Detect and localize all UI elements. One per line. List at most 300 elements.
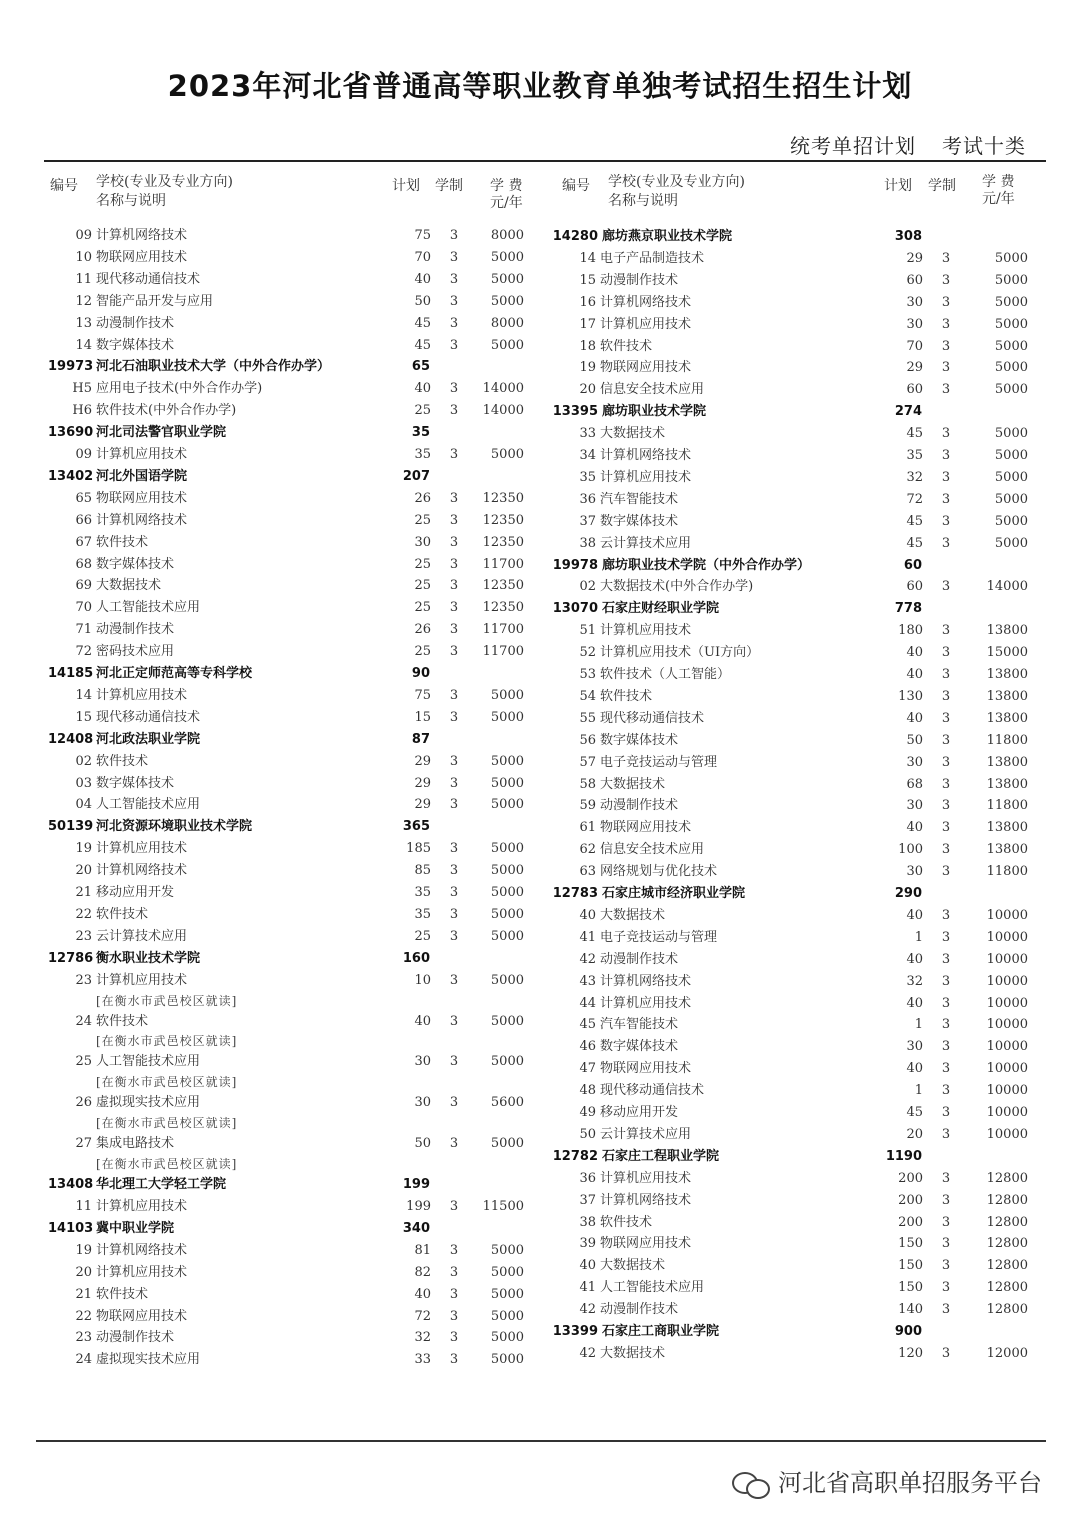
major-code: 41 (579, 929, 596, 945)
school-code: 14280 (552, 229, 598, 244)
tuition-fee: 11700 (482, 622, 524, 638)
plan-count: 45 (906, 513, 923, 529)
plan-count: 45 (414, 315, 431, 331)
plan-count: 75 (414, 687, 431, 703)
major-name: 数字媒体技术 (96, 337, 175, 353)
school-name: 石家庄工商职业学院 (602, 1324, 720, 1339)
tuition-fee: 12350 (482, 578, 524, 594)
tuition-fee: 5000 (490, 687, 524, 703)
school-code: 12408 (48, 731, 94, 747)
major-row (512, 576, 1052, 598)
campus-note-row (0, 992, 540, 1011)
major-code: 49 (579, 1105, 596, 1120)
tuition-fee: 5000 (994, 382, 1028, 398)
major-row (512, 839, 1052, 861)
tuition-fee: 13800 (986, 820, 1028, 836)
major-code: 12 (75, 293, 92, 309)
tuition-fee: 5000 (490, 1013, 524, 1029)
major-code: 66 (75, 512, 92, 528)
tuition-fee: 13800 (986, 688, 1028, 704)
school-row (512, 1321, 1052, 1343)
school-name: 衡水职业技术学院 (96, 950, 201, 966)
major-row (0, 1133, 540, 1155)
study-years: 3 (449, 490, 459, 506)
study-years: 3 (941, 250, 951, 266)
study-years: 3 (941, 667, 951, 682)
major-row (0, 751, 540, 773)
major-row (512, 489, 1052, 511)
major-name: 电子竞技运动与管理 (600, 754, 718, 770)
plan-count: 45 (906, 426, 923, 442)
major-code: 37 (579, 1192, 596, 1208)
study-years: 3 (941, 1017, 951, 1033)
tuition-fee: 5000 (490, 1054, 524, 1070)
school-name: 华北理工大学轻工学院 (96, 1177, 227, 1193)
major-name: 汽车智能技术 (600, 1017, 679, 1033)
major-code: 02 (75, 753, 92, 769)
plan-count: 50 (414, 293, 431, 309)
tuition-fee: 11500 (482, 1199, 524, 1214)
major-row (512, 1014, 1052, 1036)
tuition-fee: 12350 (482, 490, 524, 506)
header-school-line2: 名称与说明 (608, 193, 678, 209)
tuition-fee: 5000 (994, 360, 1028, 376)
tuition-fee: 5000 (490, 928, 524, 944)
major-name: 软件技术（人工智能） (600, 667, 731, 682)
major-row (0, 773, 540, 795)
plan-count: 60 (906, 382, 923, 398)
major-row (0, 1262, 540, 1284)
major-row (0, 1349, 540, 1371)
tuition-fee: 5000 (490, 1242, 524, 1258)
plan-count: 40 (906, 820, 923, 836)
major-row (512, 511, 1052, 533)
major-code: 57 (579, 754, 596, 770)
study-years: 3 (941, 382, 951, 398)
campus-note: [在衡水市武邑校区就读] (96, 1116, 238, 1131)
tuition-fee: 5000 (490, 337, 524, 353)
major-code: 45 (579, 1017, 596, 1033)
major-code: 20 (75, 1264, 92, 1280)
major-name: 现代移动通信技术 (600, 710, 705, 726)
plan-count: 25 (414, 556, 431, 572)
study-years: 3 (449, 1330, 459, 1346)
campus-note-row (0, 1032, 540, 1051)
tuition-fee: 5000 (490, 841, 524, 857)
study-years: 3 (941, 1192, 951, 1208)
plan-count: 160 (402, 950, 430, 966)
study-years: 3 (941, 1083, 951, 1099)
major-name: 计算机网络技术 (600, 294, 692, 310)
school-row (0, 466, 540, 488)
school-row (0, 1174, 540, 1196)
major-name: 软件技术 (600, 1214, 653, 1230)
major-code: 23 (75, 1330, 92, 1346)
plan-count: 25 (414, 644, 431, 660)
major-row (512, 817, 1052, 839)
plan-count: 30 (906, 798, 923, 814)
major-code: 56 (579, 732, 596, 748)
plan-count: 60 (906, 579, 923, 595)
plan-count: 87 (411, 731, 430, 747)
major-code: 52 (579, 645, 596, 661)
tuition-fee: 5000 (994, 426, 1028, 442)
major-row (512, 1124, 1052, 1146)
tuition-fee: 13800 (986, 754, 1028, 770)
tuition-fee: 11800 (986, 798, 1028, 814)
plan-count: 120 (898, 1345, 923, 1361)
major-row (512, 927, 1052, 949)
study-years: 3 (449, 885, 459, 900)
plan-count: 50 (414, 1136, 431, 1152)
major-code: 11 (75, 1199, 92, 1214)
tuition-fee: 10000 (986, 995, 1028, 1011)
study-years: 3 (941, 1126, 951, 1142)
plan-count: 82 (414, 1264, 431, 1280)
study-years: 3 (449, 775, 459, 791)
plan-count: 85 (414, 863, 431, 879)
study-years: 3 (941, 316, 951, 332)
major-name: 数字媒体技术 (96, 556, 175, 572)
tuition-fee: 12350 (482, 600, 524, 616)
tuition-fee: 5000 (490, 906, 524, 922)
major-row (0, 882, 540, 904)
school-code: 50139 (48, 819, 94, 835)
major-row (0, 269, 540, 291)
plan-count: 30 (906, 864, 923, 880)
major-name: 大数据技术 (96, 578, 162, 594)
plan-count: 40 (906, 951, 923, 967)
tuition-fee: 11800 (986, 864, 1028, 880)
major-row (512, 1343, 1052, 1365)
major-code: 40 (579, 1258, 596, 1274)
major-row (512, 270, 1052, 292)
major-name: 动漫制作技术 (600, 1302, 679, 1318)
study-years: 3 (449, 447, 459, 462)
major-row (0, 1327, 540, 1349)
major-row (512, 314, 1052, 336)
major-name: 大数据技术(中外合作办学) (600, 579, 754, 595)
major-row (512, 993, 1052, 1015)
major-row (512, 1190, 1052, 1212)
plan-count: 35 (411, 425, 430, 441)
school-name: 廊坊职业技术学院（中外合作办学） (602, 557, 811, 573)
study-years: 3 (941, 929, 951, 945)
plan-count: 1 (914, 929, 923, 945)
major-code: 16 (579, 294, 596, 310)
study-years: 3 (449, 1013, 459, 1029)
plan-count: 40 (414, 381, 431, 397)
plan-count: 100 (898, 842, 923, 858)
major-row (0, 1240, 540, 1262)
study-years: 3 (941, 710, 951, 726)
school-code: 14185 (48, 666, 94, 681)
plan-count: 75 (414, 228, 431, 243)
plan-count: 30 (414, 534, 431, 550)
major-code: 36 (579, 491, 596, 507)
tuition-fee: 5000 (490, 1308, 524, 1324)
study-years: 3 (941, 623, 951, 639)
plan-count: 40 (906, 907, 923, 923)
plan-count: 25 (414, 578, 431, 594)
plan-count: 32 (414, 1330, 431, 1346)
major-code: 72 (75, 644, 92, 660)
major-name: 计算机网络技术 (600, 448, 692, 463)
major-code: 21 (75, 885, 92, 900)
tuition-fee: 11800 (986, 732, 1028, 748)
tuition-fee: 5000 (994, 448, 1028, 463)
tuition-fee: 5000 (490, 797, 524, 813)
plan-count: 199 (406, 1199, 431, 1214)
tuition-fee: 13800 (986, 842, 1028, 858)
major-row (0, 685, 540, 707)
major-name: 计算机应用技术 (600, 469, 692, 485)
tuition-fee: 5000 (490, 1136, 524, 1152)
major-name: 动漫制作技术 (96, 315, 175, 331)
plan-count: 778 (894, 601, 922, 617)
major-code: 67 (75, 534, 92, 550)
plan-count: 72 (414, 1308, 431, 1324)
major-code: 02 (579, 579, 596, 595)
plan-count: 26 (414, 622, 431, 638)
major-name: 计算机网络技术 (600, 1192, 692, 1208)
plan-count: 1190 (885, 1148, 922, 1164)
major-code: 14 (75, 687, 92, 703)
study-years: 3 (449, 928, 459, 944)
page-title: 2023年河北省普通高等职业教育单独考试招生招生计划 (167, 69, 913, 103)
major-code: 48 (579, 1083, 596, 1099)
major-code: 19 (579, 360, 596, 376)
tuition-fee: 8000 (490, 315, 524, 331)
school-name: 河北石油职业技术大学（中外合作办学） (96, 359, 331, 375)
school-name: 廊坊燕京职业技术学院 (602, 229, 733, 244)
study-years: 3 (449, 1136, 459, 1152)
plan-count: 29 (414, 753, 431, 769)
major-code: 20 (579, 382, 596, 398)
major-name: 计算机应用技术（UI方向） (600, 645, 760, 661)
major-code: 34 (579, 448, 596, 463)
header-fee-line2: 元/年 (982, 191, 1015, 207)
major-row (0, 707, 540, 729)
tuition-fee: 5000 (994, 491, 1028, 507)
study-years: 3 (449, 841, 459, 857)
plan-count: 29 (906, 250, 923, 266)
major-row (512, 1036, 1052, 1058)
major-code: 37 (579, 513, 596, 529)
major-row (512, 1080, 1052, 1102)
tuition-fee: 12800 (986, 1302, 1028, 1318)
major-code: 18 (579, 338, 596, 354)
study-years: 3 (449, 687, 459, 703)
plan-count: 30 (906, 316, 923, 332)
tuition-fee: 14000 (986, 579, 1028, 595)
major-row (0, 313, 540, 335)
major-row (512, 774, 1052, 796)
major-code: 26 (75, 1095, 92, 1111)
major-code: 38 (579, 535, 596, 551)
plan-count: 40 (906, 710, 923, 726)
tuition-fee: 5000 (994, 469, 1028, 485)
major-row (512, 905, 1052, 927)
school-row (0, 1218, 540, 1240)
major-row (0, 641, 540, 663)
major-row (512, 336, 1052, 358)
plan-count: 40 (414, 1286, 431, 1302)
tuition-fee: 5000 (490, 885, 524, 900)
major-row (512, 949, 1052, 971)
major-name: 数字媒体技术 (96, 775, 175, 791)
major-row (0, 378, 540, 400)
tuition-fee: 13800 (986, 667, 1028, 682)
school-row (512, 226, 1052, 248)
plan-count: 29 (414, 775, 431, 791)
tuition-fee: 5000 (490, 271, 524, 287)
tuition-fee: 5000 (994, 535, 1028, 551)
major-code: 23 (75, 972, 92, 988)
study-years: 3 (941, 798, 951, 814)
plan-count: 25 (414, 928, 431, 944)
major-code: 51 (579, 623, 596, 639)
major-name: 动漫制作技术 (600, 272, 679, 288)
major-row (512, 752, 1052, 774)
header-years: 学制 (928, 178, 956, 194)
header-fee-line1: 学 费 (490, 178, 523, 194)
plan-count: 207 (402, 468, 430, 484)
study-years: 3 (449, 271, 459, 287)
plan-count: 45 (906, 535, 923, 551)
major-row (0, 1306, 540, 1328)
major-row (0, 1092, 540, 1114)
major-row (0, 794, 540, 816)
major-name: 软件技术 (96, 1013, 149, 1029)
plan-count: 150 (898, 1258, 923, 1274)
study-years: 3 (941, 776, 951, 792)
major-code: 22 (75, 1308, 92, 1324)
study-years: 3 (449, 906, 459, 922)
major-code: 36 (579, 1170, 596, 1186)
study-years: 3 (449, 622, 459, 638)
tuition-fee: 5000 (490, 753, 524, 769)
tuition-fee: 5000 (490, 293, 524, 309)
plan-count: 40 (414, 1013, 431, 1029)
plan-count: 33 (414, 1352, 431, 1368)
plan-count: 130 (898, 688, 923, 704)
study-years: 3 (941, 995, 951, 1011)
major-code: 44 (579, 995, 596, 1011)
tuition-fee: 12800 (986, 1258, 1028, 1274)
major-row (0, 926, 540, 948)
school-name: 河北司法警官职业学院 (96, 425, 227, 441)
study-years: 3 (449, 315, 459, 331)
tuition-fee: 5000 (490, 1264, 524, 1280)
school-code: 12783 (552, 886, 598, 901)
study-years: 3 (449, 512, 459, 528)
header-fee-line2: 元/年 (490, 195, 523, 211)
plan-count: 1 (914, 1017, 923, 1033)
major-name: 物联网应用技术 (600, 360, 692, 376)
major-name: 移动应用开发 (600, 1105, 679, 1120)
school-name: 廊坊职业技术学院 (602, 404, 707, 420)
school-row (0, 663, 540, 685)
major-name: 大数据技术 (600, 907, 666, 923)
plan-count: 60 (903, 557, 922, 573)
major-row (0, 904, 540, 926)
major-row (512, 357, 1052, 379)
school-name: 石家庄工程职业学院 (602, 1148, 720, 1164)
major-row (512, 423, 1052, 445)
subtitle-exam-category: 考试十类 (942, 134, 1026, 158)
plan-count: 45 (906, 1105, 923, 1120)
major-name: 计算机网络技术 (600, 973, 692, 989)
plan-count: 308 (894, 229, 922, 244)
header-code: 编号 (50, 178, 78, 194)
major-name: 计算机应用技术 (96, 841, 188, 857)
subtitle-plan-type: 统考单招计划 (790, 134, 916, 158)
major-name: 云计算技术应用 (96, 928, 188, 944)
plan-count: 40 (906, 667, 923, 682)
major-name: 现代移动通信技术 (96, 271, 201, 287)
school-row (0, 422, 540, 444)
major-code: 68 (75, 556, 92, 572)
major-code: 40 (579, 907, 596, 923)
major-name: 电子竞技运动与管理 (600, 929, 718, 945)
study-years: 3 (449, 534, 459, 550)
major-name: 电子产品制造技术 (600, 250, 705, 266)
major-name: 人工智能技术应用 (96, 1054, 201, 1070)
tuition-fee: 5000 (994, 316, 1028, 332)
tuition-fee: 12000 (986, 1345, 1028, 1361)
major-code: 63 (579, 864, 596, 880)
major-row (512, 1168, 1052, 1190)
plan-count: 40 (414, 271, 431, 287)
tuition-fee: 5000 (490, 863, 524, 879)
study-years: 3 (941, 338, 951, 354)
major-code: 14 (75, 337, 92, 353)
plan-count: 29 (906, 360, 923, 376)
major-code: 15 (75, 709, 92, 725)
major-row (0, 291, 540, 313)
major-code: 13 (75, 315, 92, 331)
tuition-fee: 15000 (986, 645, 1028, 661)
major-row (0, 970, 540, 992)
major-code: 42 (579, 951, 596, 967)
plan-count: 20 (906, 1126, 923, 1142)
tuition-fee: 5000 (994, 272, 1028, 288)
major-row (512, 379, 1052, 401)
major-name: 大数据技术 (600, 776, 666, 792)
major-row (0, 1284, 540, 1306)
major-code: 46 (579, 1039, 596, 1055)
major-name: 人工智能技术应用 (96, 797, 201, 813)
major-name: 物联网应用技术 (600, 1061, 692, 1077)
major-name: 动漫制作技术 (96, 1330, 175, 1346)
major-name: 移动应用开发 (96, 885, 175, 900)
plan-count: 1 (914, 1083, 923, 1099)
plan-count: 185 (406, 841, 431, 857)
plan-count: 150 (898, 1236, 923, 1252)
tuition-fee: 5000 (490, 709, 524, 725)
major-code: 03 (75, 775, 92, 791)
plan-count: 72 (906, 491, 923, 507)
study-years: 3 (941, 426, 951, 442)
major-name: 大数据技术 (600, 1258, 666, 1274)
major-name: 计算机网络技术 (96, 228, 188, 243)
header-plan: 计划 (392, 178, 420, 194)
plan-count: 40 (906, 1061, 923, 1077)
header-fee-line1: 学 费 (982, 174, 1015, 190)
major-row (0, 619, 540, 641)
plan-count: 25 (414, 403, 431, 419)
